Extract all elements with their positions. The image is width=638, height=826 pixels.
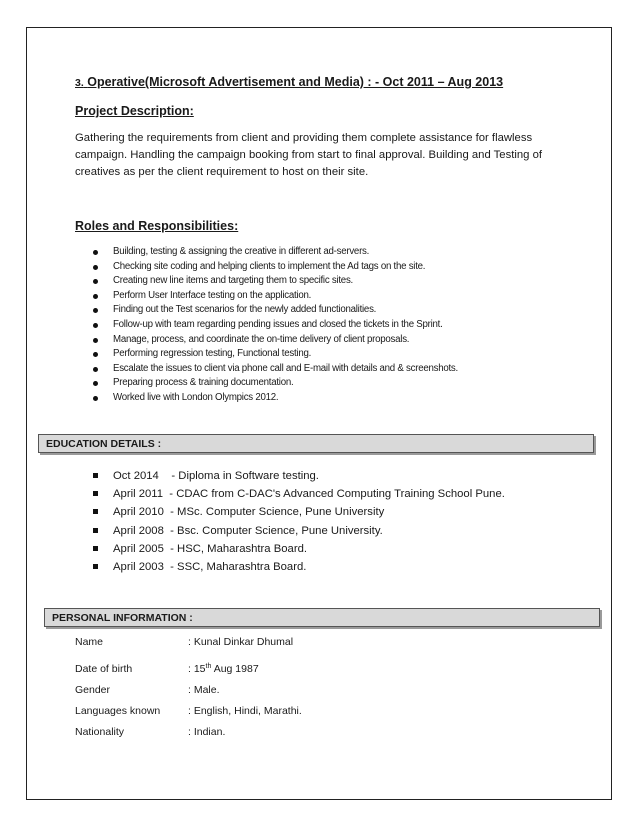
languages-label: Languages known: [75, 705, 161, 717]
list-item: Escalate the issues to client via phone call and E-mail with details and & screenshots.: [93, 362, 458, 377]
list-item: Manage, process, and coordinate the on-time delivery of client proposals.: [93, 333, 458, 348]
languages-value: : English, Hindi, Marathi.: [188, 705, 302, 717]
dob-value: [188, 663, 259, 675]
list-item: Finding out the Test scenarios for the newly added functionalities.: [93, 303, 458, 318]
project-description-heading-text: Project Description: [75, 104, 190, 118]
dob-ordinal: th: [205, 663, 212, 670]
project-title-text: Operative(Microsoft Advertisement and Media) : - Oct 2011 – Aug 2013: [87, 75, 504, 89]
roles-heading: Roles and Responsibilities:: [75, 219, 239, 233]
project-title: [75, 75, 503, 89]
roles-list: [93, 245, 458, 406]
education-heading: EDUCATION DETAILS :: [46, 438, 162, 450]
list-item: Oct 2014 - Diploma in Software testing.: [93, 467, 505, 485]
nationality-label: Nationality: [75, 726, 125, 738]
list-item: Follow-up with team regarding pending issues and closed the tickets in the Sprint.: [93, 318, 458, 333]
gender-label: Gender: [75, 684, 111, 696]
list-item: Perform User Interface testing on the application.: [93, 289, 458, 304]
project-description-colon: :: [189, 104, 194, 118]
dob-month-year: Aug 1987: [211, 663, 259, 675]
list-item: Performing regression testing, Functional testing.: [93, 347, 458, 362]
list-item: April 2011 - CDAC from C-DAC's Advanced Computing Training School Pune.: [93, 485, 505, 503]
list-item: April 2003 - SSC, Maharashtra Board.: [93, 558, 505, 576]
name-label: Name: [75, 636, 104, 648]
project-description-heading: [75, 104, 194, 118]
list-item: April 2008 - Bsc. Computer Science, Pune University.: [93, 522, 505, 540]
project-description: Gathering the requirements from client and providing them complete assistance for flawless campaign. Handling the campaign booking from start to final approval. Building and Testing of creatives as per the client requirement to host on their site.: [75, 132, 543, 178]
dob-day: : 15: [188, 663, 206, 675]
education-list: [93, 467, 505, 576]
list-item: Building, testing & assigning the creative in different ad-servers.: [93, 245, 458, 260]
list-item: Checking site coding and helping clients to implement the Ad tags on the site.: [93, 260, 458, 275]
dob-label: Date of birth: [75, 663, 133, 675]
list-item: Preparing process & training documentation.: [93, 376, 458, 391]
list-item: Worked live with London Olympics 2012.: [93, 391, 458, 406]
project-number: 3.: [75, 77, 84, 89]
list-item: Creating new line items and targeting them to specific sites.: [93, 274, 458, 289]
list-item: April 2005 - HSC, Maharashtra Board.: [93, 540, 505, 558]
list-item: April 2010 - MSc. Computer Science, Pune University: [93, 503, 505, 521]
nationality-value: : Indian.: [188, 726, 226, 738]
name-value: : Kunal Dinkar Dhumal: [188, 636, 294, 648]
personal-section-bar: [44, 608, 600, 627]
education-section-bar: [38, 434, 594, 453]
gender-value: : Male.: [188, 684, 220, 696]
personal-heading: PERSONAL INFORMATION :: [52, 612, 193, 624]
